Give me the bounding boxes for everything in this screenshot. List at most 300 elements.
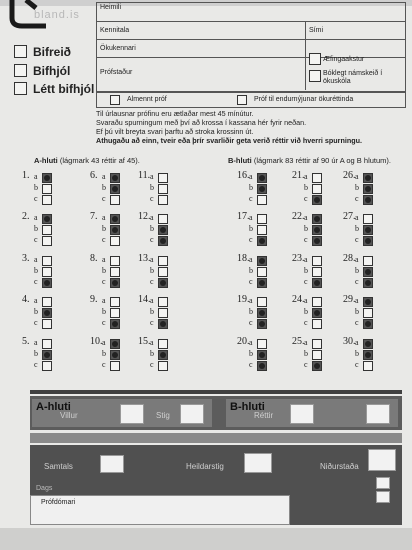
- option-letter: b: [150, 266, 154, 275]
- question-number: 11.: [138, 170, 151, 181]
- section-b-header: [228, 156, 391, 165]
- b-hluti-label: B-hluti: [230, 401, 265, 413]
- option-letter: c: [34, 194, 38, 203]
- option-letter: a: [34, 213, 38, 222]
- question-number: 14.: [138, 294, 151, 305]
- question-18: [237, 253, 271, 287]
- question-4: [22, 294, 56, 328]
- answer-checkbox[interactable]: [257, 195, 267, 205]
- answer-checkbox[interactable]: [312, 319, 322, 329]
- answer-checkbox[interactable]: [363, 339, 373, 349]
- rettir-label: Réttir: [254, 411, 274, 420]
- answer-checkbox[interactable]: [312, 267, 322, 277]
- answer-checkbox[interactable]: [257, 350, 267, 360]
- option-letter: c: [34, 277, 38, 286]
- a-villur-box[interactable]: [120, 404, 144, 424]
- option-letter: c: [355, 235, 359, 244]
- answer-checkbox[interactable]: [257, 184, 267, 194]
- option-letter: b: [304, 224, 308, 233]
- answer-checkbox[interactable]: [363, 308, 373, 318]
- answer-checkbox[interactable]: [312, 350, 322, 360]
- answer-checkbox[interactable]: [363, 236, 373, 246]
- answer-checkbox[interactable]: [312, 195, 322, 205]
- option-letter: a: [355, 296, 359, 305]
- question-5: [22, 336, 56, 370]
- option-letter: c: [150, 318, 154, 327]
- question-number: 28.: [343, 253, 356, 264]
- option-letter: a: [102, 255, 106, 264]
- option-letter: a: [150, 172, 154, 181]
- almennt-checkbox[interactable]: [110, 95, 120, 105]
- label-heimili: Heimili: [100, 4, 121, 11]
- option-letter: c: [102, 318, 106, 327]
- checkbox[interactable]: [14, 82, 27, 95]
- question-number: 2.: [22, 211, 30, 222]
- answer-checkbox[interactable]: [363, 225, 373, 235]
- answer-checkbox[interactable]: [158, 267, 168, 277]
- option-letter: b: [355, 183, 359, 192]
- question-13: [138, 253, 172, 287]
- answer-checkbox[interactable]: [158, 339, 168, 349]
- answer-checkbox[interactable]: [42, 214, 52, 224]
- option-letter: b: [34, 307, 38, 316]
- option-letter: c: [304, 194, 308, 203]
- question-number: 15.: [138, 336, 151, 347]
- question-20: [237, 336, 271, 370]
- personal-info-form: [96, 2, 406, 92]
- answer-checkbox[interactable]: [158, 214, 168, 224]
- option-letter: a: [249, 213, 253, 222]
- option-letter: a: [304, 296, 308, 305]
- option-letter: c: [355, 360, 359, 369]
- option-letter: b: [150, 224, 154, 233]
- option-letter: b: [249, 183, 253, 192]
- answer-checkbox[interactable]: [158, 195, 168, 205]
- option-letter: b: [249, 349, 253, 358]
- question-23: [292, 253, 326, 287]
- dags-label: Dags: [36, 485, 53, 492]
- question-6: [90, 170, 124, 204]
- option-letter: a: [34, 296, 38, 305]
- option-letter: b: [355, 349, 359, 358]
- answer-checkbox[interactable]: [110, 350, 120, 360]
- answer-checkbox[interactable]: [257, 236, 267, 246]
- row-heimili: [97, 3, 405, 22]
- option-letter: c: [355, 194, 359, 203]
- watermark: bland.is: [34, 9, 80, 21]
- option-letter: c: [34, 360, 38, 369]
- section-b-note: (lágmark 83 réttir af 90 úr A og B hlutum).: [253, 156, 391, 165]
- question-number: 22.: [292, 211, 305, 222]
- answer-checkbox[interactable]: [158, 350, 168, 360]
- option-letter: c: [34, 235, 38, 244]
- option-letter: b: [355, 266, 359, 275]
- question-28: [343, 253, 377, 287]
- option-letter: a: [34, 338, 38, 347]
- answer-checkbox[interactable]: [312, 236, 322, 246]
- question-3: [22, 253, 56, 287]
- answer-checkbox[interactable]: [312, 278, 322, 288]
- question-number: 26.: [343, 170, 356, 181]
- option-letter: b: [34, 183, 38, 192]
- answer-checkbox[interactable]: [42, 278, 52, 288]
- question-27: [343, 211, 377, 245]
- answer-checkbox[interactable]: [363, 173, 373, 183]
- answer-checkbox[interactable]: [257, 225, 267, 235]
- answer-checkbox[interactable]: [257, 319, 267, 329]
- option-letter: c: [249, 277, 253, 286]
- option-letter: a: [150, 213, 154, 222]
- answer-checkbox[interactable]: [363, 361, 373, 371]
- section-a-header: [34, 156, 140, 165]
- option-letter: c: [304, 360, 308, 369]
- question-number: 8.: [90, 253, 98, 264]
- answer-checkbox[interactable]: [42, 319, 52, 329]
- option-letter: b: [355, 224, 359, 233]
- option-letter: a: [34, 172, 38, 181]
- question-number: 16.: [237, 170, 250, 181]
- option-letter: a: [150, 255, 154, 264]
- answer-checkbox[interactable]: [363, 350, 373, 360]
- answer-checkbox[interactable]: [158, 361, 168, 371]
- question-17: [237, 211, 271, 245]
- aefingaakstur-checkbox[interactable]: [309, 53, 321, 65]
- question-number: 7.: [90, 211, 98, 222]
- vehicle-lett-bifhjol[interactable]: [14, 82, 94, 96]
- question-number: 20.: [237, 336, 250, 347]
- answer-checkbox[interactable]: [158, 225, 168, 235]
- option-letter: c: [249, 235, 253, 244]
- question-number: 10.: [90, 336, 103, 347]
- answer-checkbox[interactable]: [312, 297, 322, 307]
- option-letter: a: [355, 213, 359, 222]
- vehicle-bifreid[interactable]: [14, 45, 71, 59]
- answer-checkbox[interactable]: [158, 184, 168, 194]
- vehicle-label: Bifhjól: [33, 64, 71, 78]
- answer-checkbox[interactable]: [110, 173, 120, 183]
- label-okukennari: Ökukennari: [100, 45, 136, 52]
- option-letter: c: [102, 277, 106, 286]
- villur-label: Villur: [60, 411, 78, 420]
- instructions: [96, 109, 396, 145]
- b-stig-box[interactable]: [366, 404, 390, 424]
- option-letter: a: [355, 338, 359, 347]
- answer-checkbox[interactable]: [257, 214, 267, 224]
- bottom-margin: [0, 528, 412, 550]
- vehicle-bifhjol[interactable]: [14, 64, 70, 78]
- answer-checkbox[interactable]: [158, 297, 168, 307]
- label-kennitala: Kennitala: [100, 27, 130, 34]
- option-letter: a: [355, 255, 359, 264]
- section-a-note: (lágmark 43 réttir af 45).: [59, 156, 140, 165]
- option-letter: b: [355, 307, 359, 316]
- option-letter: b: [150, 349, 154, 358]
- question-number: 4.: [22, 294, 30, 305]
- option-letter: a: [304, 213, 308, 222]
- option-letter: c: [249, 194, 253, 203]
- vehicle-label: Létt bifhjól: [33, 82, 95, 96]
- small-box[interactable]: [376, 491, 390, 503]
- option-letter: c: [355, 277, 359, 286]
- option-letter: c: [355, 318, 359, 327]
- answer-checkbox[interactable]: [158, 256, 168, 266]
- question-number: 17.: [237, 211, 250, 222]
- question-12: [138, 211, 172, 245]
- answer-checkbox[interactable]: [363, 278, 373, 288]
- option-letter: b: [249, 266, 253, 275]
- option-letter: a: [102, 172, 106, 181]
- answer-checkbox[interactable]: [42, 339, 52, 349]
- option-letter: b: [249, 224, 253, 233]
- divider-band: [30, 390, 402, 394]
- question-1: [22, 170, 56, 204]
- option-letter: b: [150, 307, 154, 316]
- option-letter: a: [150, 296, 154, 305]
- answer-checkbox[interactable]: [363, 184, 373, 194]
- question-number: 21.: [292, 170, 305, 181]
- question-number: 9.: [90, 294, 98, 305]
- heildarstig-box[interactable]: [244, 453, 272, 473]
- answer-checkbox[interactable]: [257, 267, 267, 277]
- question-21: [292, 170, 326, 204]
- answer-checkbox[interactable]: [110, 236, 120, 246]
- profdomari-field[interactable]: [30, 495, 290, 525]
- test-type-row: [96, 92, 406, 108]
- question-24: [292, 294, 326, 328]
- question-26: [343, 170, 377, 204]
- answer-checkbox[interactable]: [110, 256, 120, 266]
- nidurstada-box[interactable]: [368, 449, 396, 471]
- answer-checkbox[interactable]: [110, 195, 120, 205]
- question-25: [292, 336, 326, 370]
- result-panel: [30, 445, 402, 525]
- question-number: 13.: [138, 253, 151, 264]
- question-29: [343, 294, 377, 328]
- option-letter: b: [34, 224, 38, 233]
- question-number: 12.: [138, 211, 151, 222]
- vehicle-label: Bifreið: [33, 45, 72, 59]
- question-number: 5.: [22, 336, 30, 347]
- score-band: [30, 396, 402, 430]
- answer-checkbox[interactable]: [42, 297, 52, 307]
- option-letter: b: [102, 224, 106, 233]
- stig-label: Stig: [156, 411, 170, 420]
- option-letter: a: [249, 296, 253, 305]
- question-11: [138, 170, 172, 204]
- answer-checkbox[interactable]: [363, 195, 373, 205]
- answer-checkbox[interactable]: [257, 339, 267, 349]
- question-30: [343, 336, 377, 370]
- answer-checkbox[interactable]: [312, 173, 322, 183]
- answer-checkbox[interactable]: [42, 195, 52, 205]
- b-rettir-box[interactable]: [290, 404, 314, 424]
- instruction-line: Athugaðu að einn, tveir eða þrír svarliðir geta verið réttir við hverri spurningu.: [96, 136, 362, 145]
- answer-checkbox[interactable]: [110, 184, 120, 194]
- answer-checkbox[interactable]: [42, 225, 52, 235]
- option-letter: c: [150, 277, 154, 286]
- option-letter: b: [102, 307, 106, 316]
- answer-checkbox[interactable]: [257, 361, 267, 371]
- answer-checkbox[interactable]: [42, 184, 52, 194]
- divider-band: [30, 433, 402, 443]
- answer-checkbox[interactable]: [363, 297, 373, 307]
- question-number: 30.: [343, 336, 356, 347]
- option-letter: a: [355, 172, 359, 181]
- label-boklegt: Bóklegt námskeið í ökuskóla: [323, 70, 383, 85]
- answer-checkbox[interactable]: [158, 319, 168, 329]
- answer-checkbox[interactable]: [257, 173, 267, 183]
- option-letter: b: [304, 349, 308, 358]
- endurnyjun-checkbox[interactable]: [237, 95, 247, 105]
- checkbox[interactable]: [14, 64, 27, 77]
- answer-checkbox[interactable]: [257, 308, 267, 318]
- label-simi: Sími: [309, 27, 323, 34]
- answer-checkbox[interactable]: [312, 225, 322, 235]
- answer-checkbox[interactable]: [363, 256, 373, 266]
- option-letter: b: [249, 307, 253, 316]
- section-b-title: B-hluti: [228, 156, 252, 165]
- option-letter: c: [150, 235, 154, 244]
- answer-checkbox[interactable]: [42, 173, 52, 183]
- heildarstig-label: Heildarstig: [186, 462, 224, 471]
- a-hluti-label: A-hluti: [36, 401, 71, 413]
- answer-checkbox[interactable]: [363, 214, 373, 224]
- option-letter: b: [150, 183, 154, 192]
- answer-checkbox[interactable]: [312, 256, 322, 266]
- answer-checkbox[interactable]: [110, 214, 120, 224]
- question-number: 6.: [90, 170, 98, 181]
- option-letter: a: [102, 213, 106, 222]
- row-kennitala: [97, 21, 405, 40]
- answer-checkbox[interactable]: [312, 214, 322, 224]
- answer-checkbox[interactable]: [312, 361, 322, 371]
- option-letter: b: [102, 349, 106, 358]
- question-14: [138, 294, 172, 328]
- option-letter: b: [34, 349, 38, 358]
- option-letter: c: [102, 235, 106, 244]
- answer-checkbox[interactable]: [312, 308, 322, 318]
- question-number: 18.: [237, 253, 250, 264]
- answer-checkbox[interactable]: [312, 339, 322, 349]
- answer-checkbox[interactable]: [363, 319, 373, 329]
- question-number: 1.: [22, 170, 30, 181]
- option-letter: c: [150, 194, 154, 203]
- option-letter: c: [34, 318, 38, 327]
- answer-checkbox[interactable]: [312, 184, 322, 194]
- option-letter: b: [34, 266, 38, 275]
- question-number: 29.: [343, 294, 356, 305]
- option-letter: b: [102, 266, 106, 275]
- a-stig-box[interactable]: [180, 404, 204, 424]
- label-endurnyjun: Próf til endurnýjunar ökuréttinda: [254, 96, 354, 103]
- question-9: [90, 294, 124, 328]
- column-divider: [305, 21, 306, 90]
- option-letter: c: [249, 360, 253, 369]
- nidurstada-label: Niðurstaða: [320, 462, 359, 471]
- answer-checkbox[interactable]: [110, 308, 120, 318]
- label-almennt: Almennt próf: [127, 96, 167, 103]
- option-letter: c: [249, 318, 253, 327]
- question-19: [237, 294, 271, 328]
- option-letter: a: [102, 338, 106, 347]
- option-letter: a: [304, 338, 308, 347]
- answer-checkbox[interactable]: [110, 278, 120, 288]
- question-22: [292, 211, 326, 245]
- option-letter: b: [304, 183, 308, 192]
- question-number: 24.: [292, 294, 305, 305]
- answer-checkbox[interactable]: [158, 278, 168, 288]
- answer-checkbox[interactable]: [110, 339, 120, 349]
- boklegt-checkbox[interactable]: [309, 70, 321, 82]
- option-letter: a: [34, 255, 38, 264]
- option-letter: c: [102, 194, 106, 203]
- option-letter: b: [304, 307, 308, 316]
- answer-checkbox[interactable]: [110, 267, 120, 277]
- answer-checkbox[interactable]: [110, 225, 120, 235]
- option-letter: a: [150, 338, 154, 347]
- answer-checkbox[interactable]: [42, 267, 52, 277]
- samtals-box[interactable]: [100, 455, 124, 473]
- answer-checkbox[interactable]: [42, 236, 52, 246]
- option-letter: c: [150, 360, 154, 369]
- option-letter: a: [304, 172, 308, 181]
- option-letter: c: [304, 235, 308, 244]
- answer-checkbox[interactable]: [257, 256, 267, 266]
- instruction-line: Ef þú vilt breyta svari þarftu að stroka krossinn út.: [96, 127, 254, 136]
- question-7: [90, 211, 124, 245]
- checkbox[interactable]: [14, 45, 27, 58]
- question-2: [22, 211, 56, 245]
- option-letter: a: [102, 296, 106, 305]
- profdomari-label: Prófdómari: [41, 499, 76, 506]
- answer-checkbox[interactable]: [158, 173, 168, 183]
- answer-checkbox[interactable]: [42, 256, 52, 266]
- answer-checkbox[interactable]: [257, 278, 267, 288]
- answer-checkbox[interactable]: [110, 297, 120, 307]
- option-letter: a: [249, 255, 253, 264]
- question-number: 25.: [292, 336, 305, 347]
- small-box[interactable]: [376, 477, 390, 489]
- answer-checkbox[interactable]: [110, 361, 120, 371]
- option-letter: c: [102, 360, 106, 369]
- question-10: [90, 336, 124, 370]
- answer-checkbox[interactable]: [42, 361, 52, 371]
- question-8: [90, 253, 124, 287]
- instruction-line: Til úrlausnar prófinu eru ætlaðar mest 45 mínútur.: [96, 109, 254, 118]
- answer-checkbox[interactable]: [257, 297, 267, 307]
- question-15: [138, 336, 172, 370]
- answer-checkbox[interactable]: [42, 308, 52, 318]
- question-number: 3.: [22, 253, 30, 264]
- samtals-label: Samtals: [44, 462, 73, 471]
- section-a-title: A-hluti: [34, 156, 58, 165]
- question-16: [237, 170, 271, 204]
- answer-checkbox[interactable]: [110, 319, 120, 329]
- question-number: 19.: [237, 294, 250, 305]
- option-letter: a: [304, 255, 308, 264]
- option-letter: a: [249, 172, 253, 181]
- answer-checkbox[interactable]: [158, 236, 168, 246]
- answer-checkbox[interactable]: [363, 267, 373, 277]
- question-number: 27.: [343, 211, 356, 222]
- instruction-line: Svaraðu spurningum með því að krossa í kassana hér fyrir neðan.: [96, 118, 307, 127]
- option-letter: a: [249, 338, 253, 347]
- label-profstadur: Prófstaður: [100, 69, 133, 76]
- answer-checkbox[interactable]: [42, 350, 52, 360]
- label-aefingaakstur: Æfingaakstur: [323, 56, 365, 63]
- answer-checkbox[interactable]: [158, 308, 168, 318]
- option-letter: c: [304, 318, 308, 327]
